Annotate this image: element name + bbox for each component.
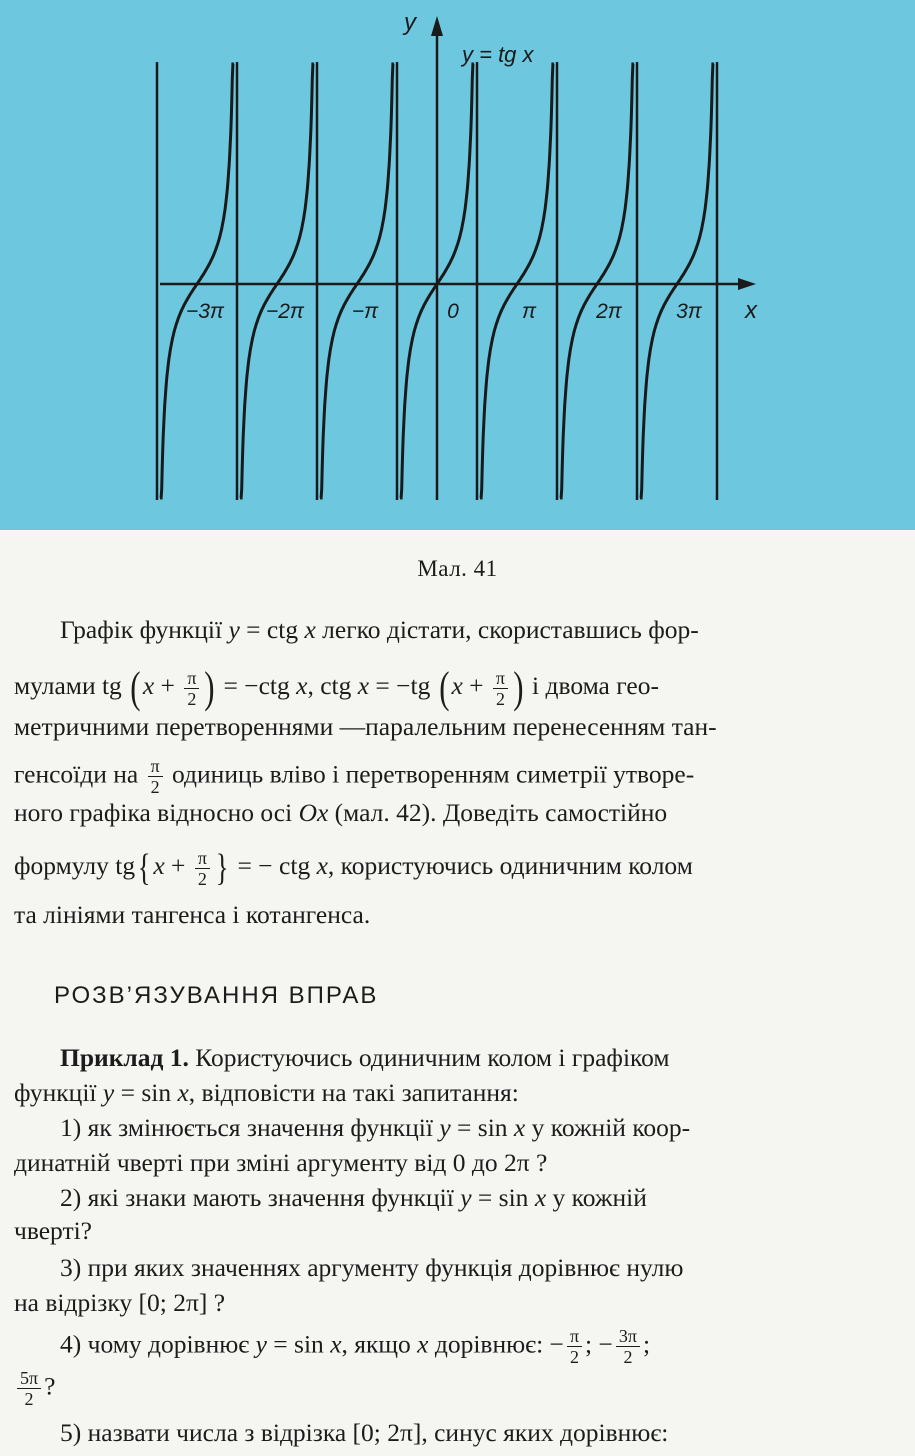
section-heading: РОЗВ’ЯЗУВАННЯ ВПРАВ (54, 982, 379, 1009)
x-axis-label: x (745, 297, 757, 324)
question-2-line-1: 2) які знаки мають значення функції y = sin x у кожній (60, 1183, 647, 1212)
fraction-5pi-over-2: $\frac{5\pi}{2}$ (17, 1368, 41, 1409)
question-3-line-1: 3) при яких значеннях аргументу функція дорівнює нулю (60, 1253, 684, 1282)
x-tick-label: −2π (265, 300, 305, 323)
curve-label: y = tg x (462, 42, 534, 67)
x-tick-label: −3π (185, 300, 225, 323)
question-2-line-2: чверті? (14, 1216, 92, 1245)
example-title-line: Приклад 1. Користуючись одиничним колом і графіком (60, 1043, 670, 1072)
fraction-3pi-over-2: $\frac{3\pi}{2}$ (616, 1326, 640, 1367)
paragraph-line-4: генсоїди на $\frac{\pi}{2}$ одиниць вліво і перетворенням симетрії утворе- (14, 756, 695, 797)
paragraph-line-2: мулами tg (x + $\frac{\pi}{2}$ ) = −ctg x, ctg x = −tg (x + $\frac{\pi}{2}$ ) і двома гео- (14, 663, 659, 712)
question-4-line-1: 4) чому дорівнює y = sin x, якщо x дорівнює: − $\frac{\pi}{2}$ ; − $\frac{3\pi}{2}$ ; (60, 1326, 651, 1367)
x-tick-label: −π (351, 300, 379, 323)
example-title: Приклад 1. (60, 1043, 189, 1072)
question-1-line-2: динатній чверті при зміні аргументу від 0 до 2π ? (14, 1148, 548, 1177)
paragraph-line-5: ного графіка відносно осі Ox (мал. 42). Доведіть самостійно (14, 798, 668, 827)
fraction-minus-pi-over-2: $\frac{\pi}{2}$ (567, 1326, 582, 1367)
x-tick-label: π (521, 300, 537, 323)
x-tick-label: 0 (447, 300, 459, 323)
fraction-pi-over-2: $\frac{\pi}{2}$ (184, 668, 199, 709)
fraction-pi-over-2: $\frac{\pi}{2}$ (493, 668, 508, 709)
fraction-pi-over-2: $\frac{\pi}{2}$ (195, 848, 210, 889)
example-line-2: функції y = sin x, відповісти на такі запитання: (14, 1078, 519, 1107)
fraction-pi-over-2: $\frac{\pi}{2}$ (148, 756, 163, 797)
x-tick-label: 3π (676, 300, 702, 323)
figure-caption: Мал. 41 (417, 556, 498, 581)
paragraph-line-6: формулу tg{ x + $\frac{\pi}{2}$ } = − ctg x, користуючись одиничним колом (14, 847, 693, 889)
paragraph-line-3: метричними перетвореннями —паралельним перенесенням тан- (14, 712, 717, 741)
x-tick-label: 2π (596, 300, 622, 323)
question-3-line-2: на відрізку [0; 2π] ? (14, 1288, 226, 1317)
paragraph-line-7: та лініями тангенса і котангенса. (14, 900, 371, 929)
chart-background (0, 0, 915, 530)
question-4-line-2: $\frac{5\pi}{2}$ ? (14, 1368, 55, 1409)
paragraph-line-1: Графік функції y = ctg x легко дістати, скориставшись фор- (60, 615, 699, 644)
question-5-line-1: 5) назвати числа з відрізка [0; 2π], синус яких дорівнює: (60, 1418, 669, 1447)
question-1-line-1: 1) як змінюється значення функції y = sin x у кожній коор- (60, 1113, 691, 1142)
tangent-chart (0, 0, 915, 530)
tangent-graph-figure (0, 0, 915, 530)
y-axis-label: y (404, 9, 416, 36)
